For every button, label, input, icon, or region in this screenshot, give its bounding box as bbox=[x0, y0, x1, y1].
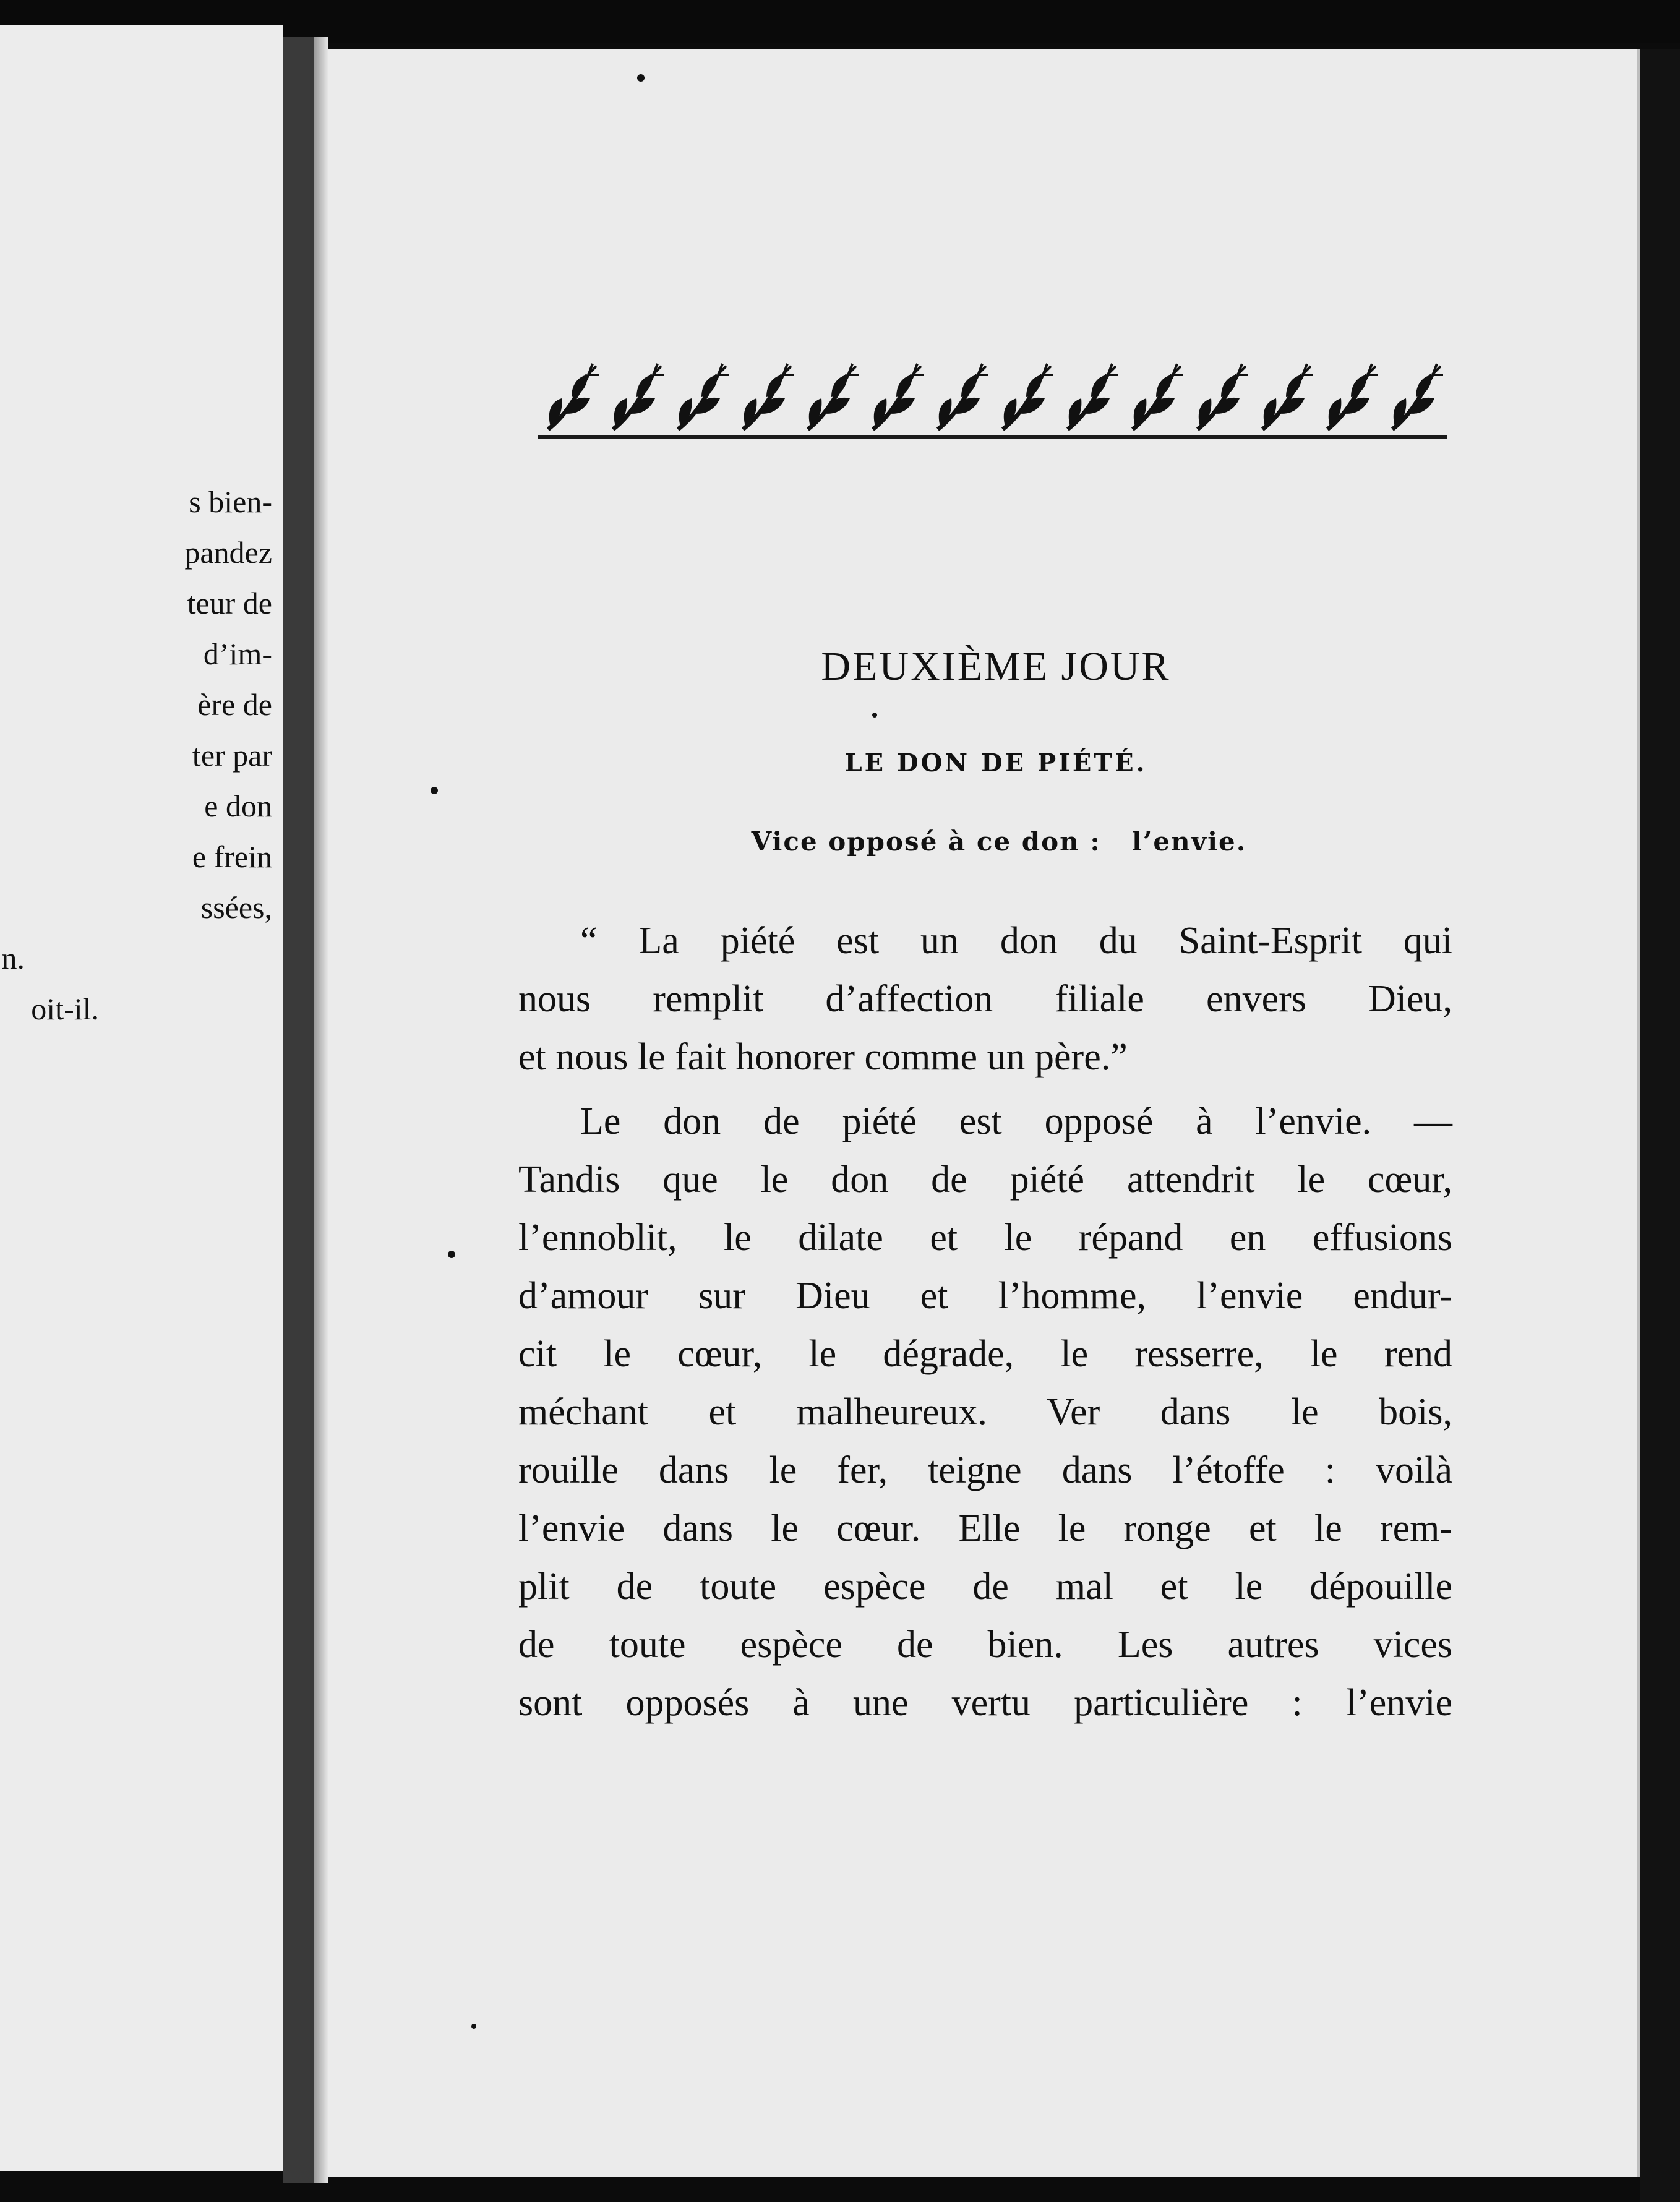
leaf-sprig-icon bbox=[678, 364, 729, 429]
body-text-line: cit le cœur, le dégrade, le resserre, le rend bbox=[518, 1333, 1452, 1375]
left-page-line: ère de bbox=[197, 687, 272, 722]
left-page-line: e don bbox=[204, 789, 272, 823]
leaf-sprig-icon bbox=[1262, 364, 1313, 429]
leaf-sprig-icon bbox=[743, 364, 794, 429]
bleed-through bbox=[518, 495, 1452, 536]
left-page-fragment bbox=[0, 25, 283, 2171]
body-text-line: d’amour sur Dieu et l’homme, l’envie endur- bbox=[518, 1275, 1452, 1317]
leaf-sprig-icon bbox=[873, 364, 924, 429]
scan-speck bbox=[471, 2024, 476, 2029]
left-page-line: ter par bbox=[192, 738, 272, 773]
scan-speck bbox=[637, 74, 645, 82]
leaf-sprig-icon bbox=[613, 364, 664, 429]
body-text-line: sont opposés à une vertu particulière : l’envie bbox=[518, 1682, 1452, 1724]
body-text-line: de toute espèce de bien. Les autres vices bbox=[518, 1624, 1452, 1666]
body-text-line: plit de toute espèce de mal et le dépouille bbox=[518, 1566, 1452, 1608]
leaf-sprig-icon bbox=[1392, 364, 1443, 429]
body-text-line: méchant et malheureux. Ver dans le bois, bbox=[518, 1391, 1452, 1433]
body-text-line: rouille dans le fer, teigne dans l’étoffe : voilà bbox=[518, 1449, 1452, 1491]
leaf-sprig-icon bbox=[1068, 364, 1118, 429]
left-page-line: n. bbox=[1, 941, 25, 975]
body-text-line: et nous le fait honorer comme un père.” bbox=[518, 1036, 1128, 1078]
body-text-line: l’envie dans le cœur. Elle le ronge et le rem- bbox=[518, 1507, 1452, 1549]
scan-speck bbox=[448, 1251, 455, 1258]
left-page-line: s bien- bbox=[189, 484, 272, 519]
leaf-sprig-icon bbox=[1003, 364, 1053, 429]
leaf-sprig-icon bbox=[1198, 364, 1248, 429]
vice-value: l’envie. bbox=[1131, 826, 1247, 857]
leaf-sprig-icon bbox=[548, 364, 599, 429]
gutter-shadow bbox=[314, 37, 328, 2183]
body-text-line: l’ennoblit, le dilate et le répand en effusions bbox=[518, 1217, 1452, 1259]
left-page-line: oit-il. bbox=[31, 992, 99, 1026]
leaf-sprig-icon bbox=[1133, 364, 1183, 429]
left-page-line: e frein bbox=[192, 839, 272, 874]
body-text-line: nous remplit d’affection filiale envers Dieu, bbox=[518, 978, 1452, 1020]
vice-label: Vice opposé à ce don : bbox=[751, 826, 1101, 857]
left-page-line: ssées, bbox=[200, 890, 272, 925]
book-gutter bbox=[283, 37, 314, 2183]
body-text-line: Tandis que le don de piété attendrit le cœur, bbox=[518, 1159, 1452, 1201]
section-subtitle: LE DON DE PIÉTÉ. bbox=[844, 748, 1147, 778]
scan-speck bbox=[872, 713, 877, 718]
page-title: DEUXIÈME JOUR bbox=[821, 644, 1171, 689]
right-margin bbox=[1640, 49, 1680, 2202]
ornament-rule bbox=[538, 435, 1447, 439]
vice-heading bbox=[619, 826, 1379, 857]
body-text-line: Le don de piété est opposé à l’envie. — bbox=[580, 1100, 1452, 1142]
left-page-line: pandez bbox=[184, 535, 272, 570]
leaf-sprig-icon bbox=[1327, 364, 1378, 429]
leaf-sprig-icon bbox=[938, 364, 988, 429]
leaf-sprig-icon bbox=[808, 364, 859, 429]
left-page-line: teur de bbox=[187, 586, 272, 620]
left-page-line: d’im- bbox=[203, 636, 272, 671]
body-text-line: “ La piété est un don du Saint-Esprit qui bbox=[580, 920, 1452, 962]
scan-speck bbox=[431, 787, 438, 794]
leaf-ornament-band bbox=[538, 358, 1447, 435]
